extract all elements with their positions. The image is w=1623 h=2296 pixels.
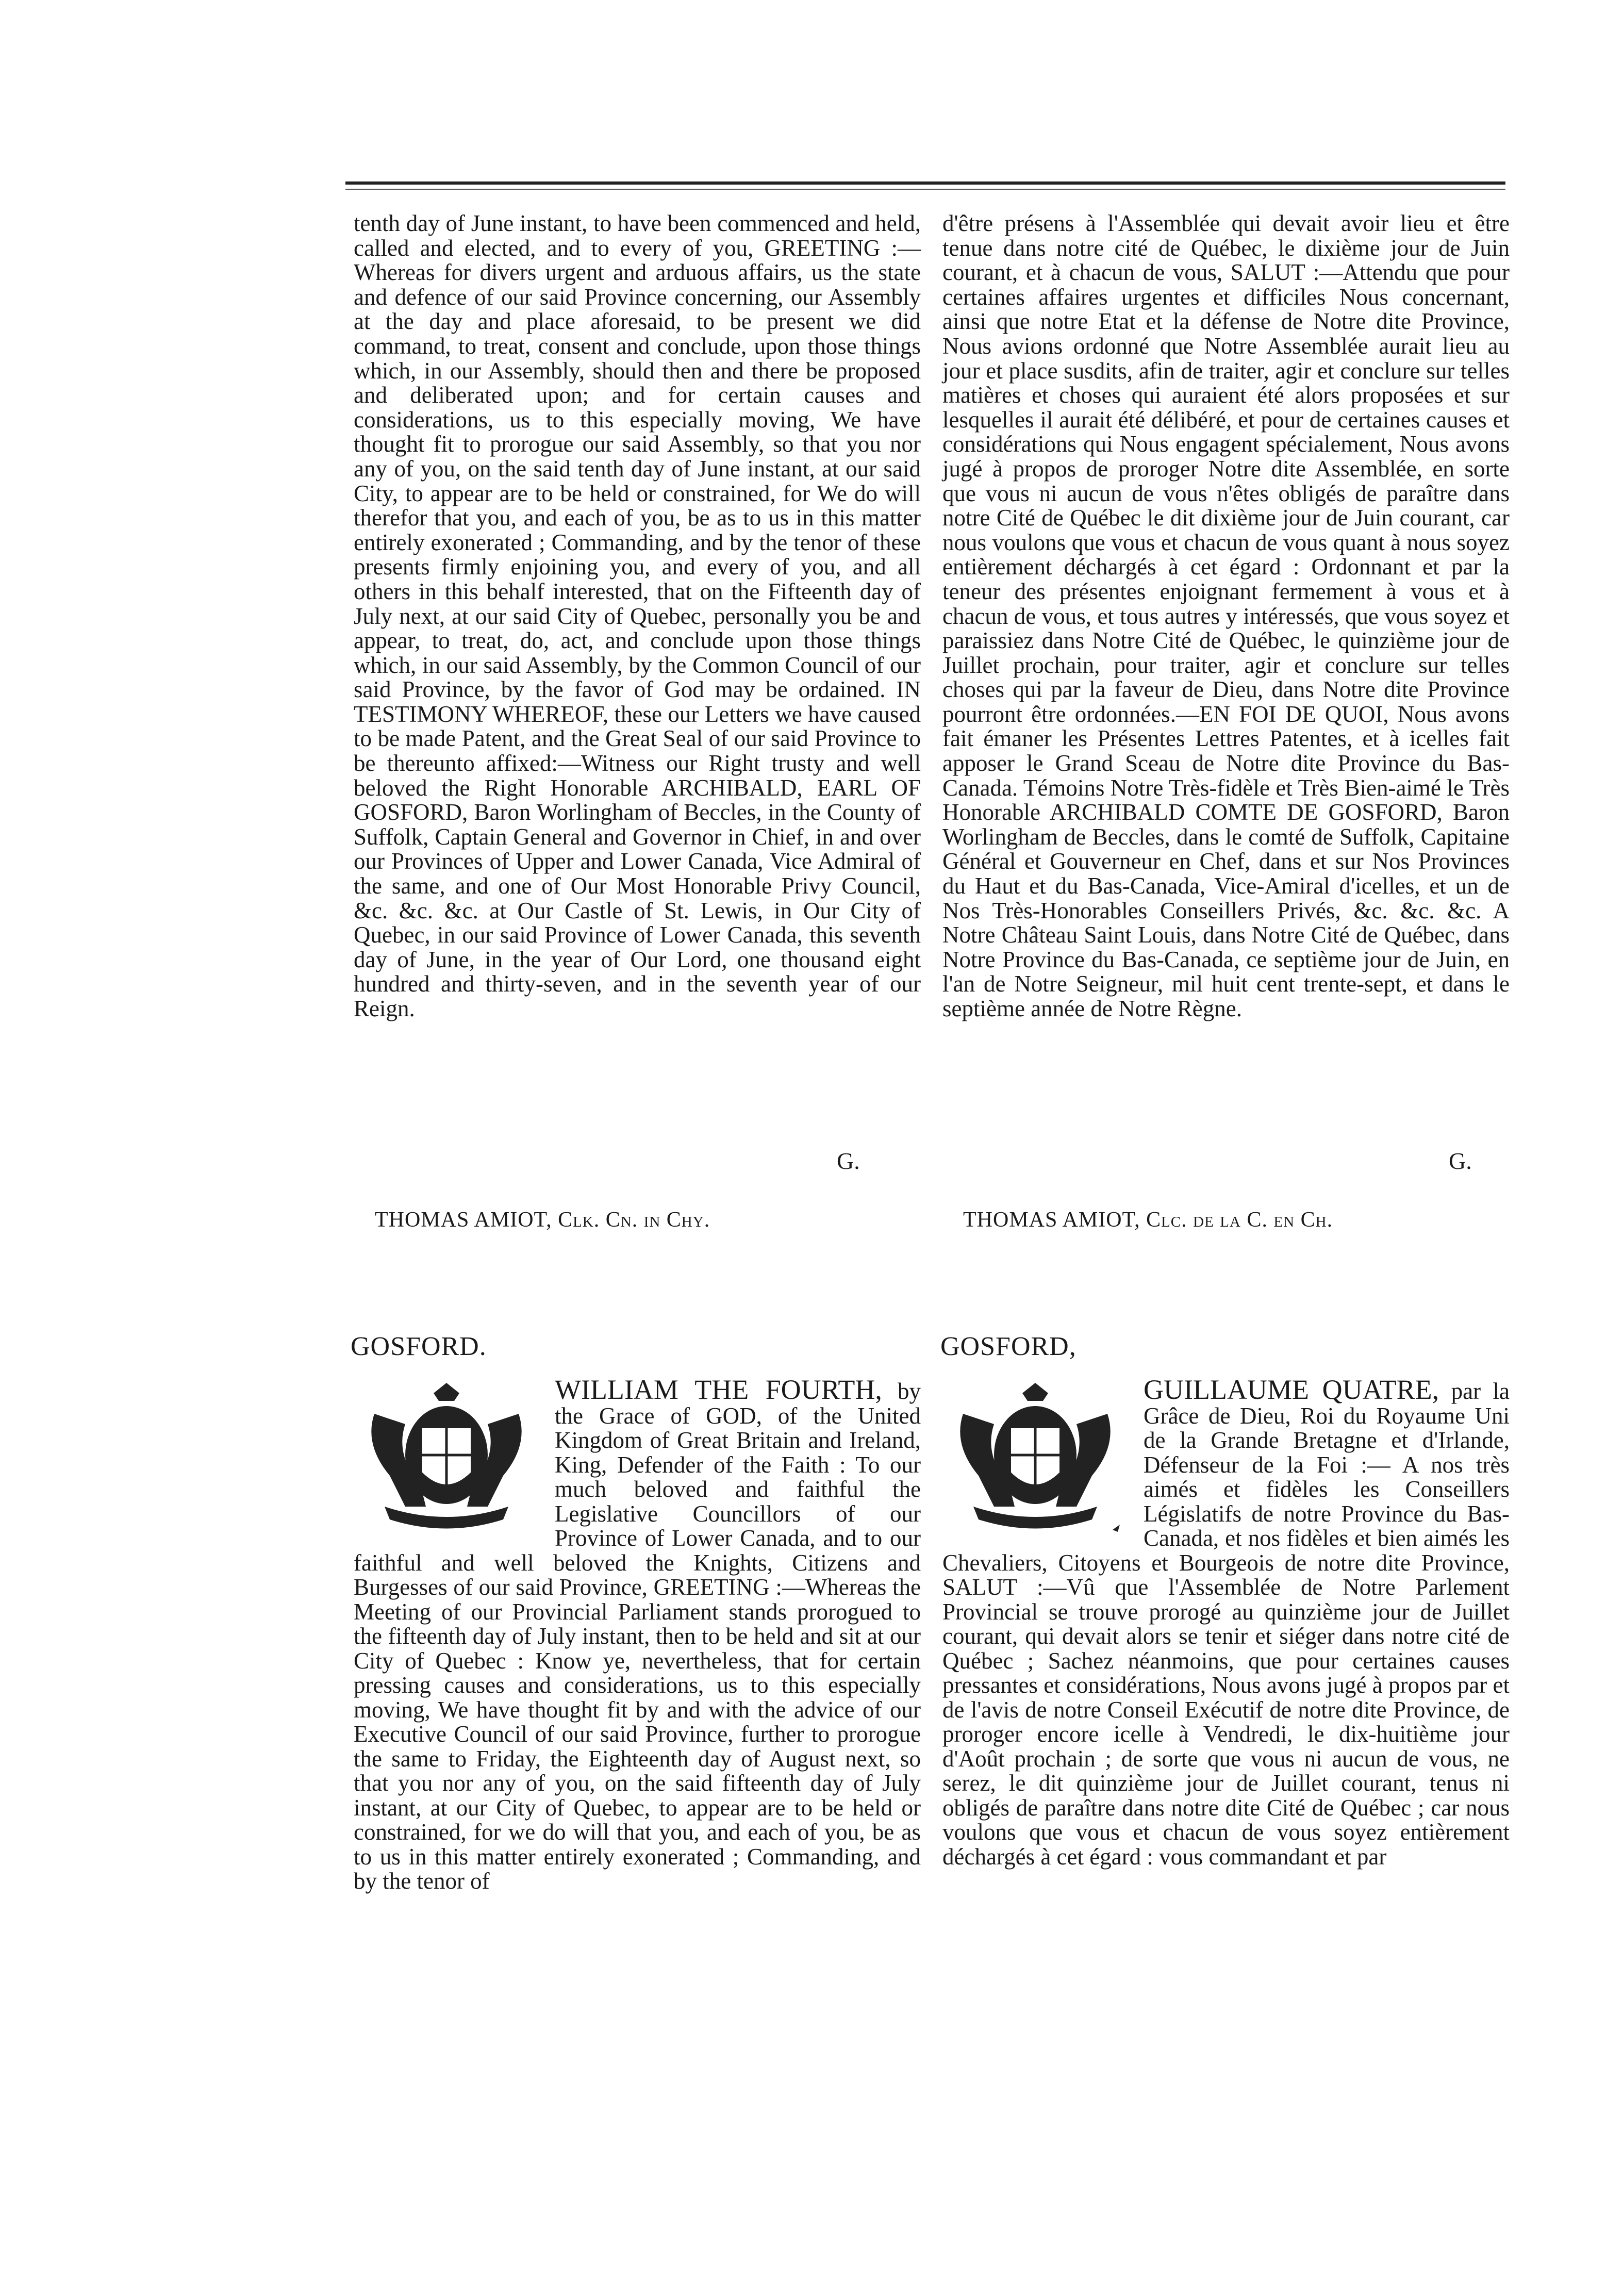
english-proclamation-continued xyxy=(354,211,921,1021)
french-proclamation-text: par la Grâce de Dieu, Roi du Royaume Uni de la Grande Bretagne et d'Irlande, Défenseur de la Foi :— A nos très aimés et fidèles les Conseillers Législatifs de notre Province du Bas-Canada, et nos fidèles et bien aimés les Chevaliers, Citoyens et Bourgeois de notre dite Province, SALUT :—Vû que l'Assemblée de Notre Parlement Provincial se trouve prorogé au quinzième jour de Juillet courant, qui devait alors se tenir et siéger dans notre cité de Québec ; Sachez néanmoins, que pour certaines causes pressantes et considérations, Nous avons jugé à propos par et de l'avis de notre Conseil Exécutif de notre dite Province, de proroger encore icelle à Vendredi, le dix-huitième jour d'Août prochain ; de sorte que vous ni aucun de vous, ne serez, le dit quinzième jour de Juillet courant, tenus ni obligés de paraître dans notre dite Cité de Québec ; car nous voulons que vous et chacun de vous soyez entièrement déchargés à cet égard : vous commandant et par xyxy=(942,1378,1510,1870)
signature-initial-fr: G. xyxy=(1449,1148,1472,1174)
royal-arms-icon xyxy=(942,1378,1128,1543)
english-proclamation xyxy=(354,1374,921,1971)
english-proclamation-text: by the Grace of GOD, of the United Kingdom of Great Britain and Ireland, King, Defender of the Faith : To our much beloved and faithful the Legislative Councillors of our Province of Lower Canada, and to our faithful and well beloved the Knights, Citizens and Burgesses of our said Province, GREETING :—Whereas the Meeting of our Provincial Parliament stands prorogued to the fifteenth day of July instant, then to be held and sit at our City of Quebec : Know ye, nevertheless, that for certain pressing causes and considerations, us to this especially moving, We have thought fit by and with the advice of our Executive Council of our said Province, further to prorogue the same to Friday, the Eighteenth day of August next, so that you nor any of you, on the said fifteenth day of July instant, at our City of Quebec, to appear are to be held or constrained, for we do will that you, and each of you, be as to us in this matter entirely exonerated ; Commanding, and by the tenor of xyxy=(354,1378,921,1894)
clerk-signature-en: THOMAS AMIOT, Clk. Cn. in Chy. xyxy=(375,1208,710,1232)
royal-coat-of-arms-en xyxy=(354,1378,550,1538)
french-proclamation-continued xyxy=(942,211,1510,1021)
french-body-text: d'être présens à l'Assemblée qui devait avoir lieu et être tenue dans notre cité de Québec, le dixième jour de Juin courant, et à chacun de vous, SALUT :—Attendu que pour certaines affaires urgentes et difficiles Nous concernant, ainsi que notre Etat et la défense de Notre dite Province, Nous avions ordonné que Notre Assemblée aurait lieu au jour et place susdits, afin de traiter, agir et conclure sur telles matières et choses qui auraient été alors proposées et sur lesquelles il aurait été délibéré, et pour de certaines causes et considérations qui Nous engagent spécialement, Nous avons jugé à propos de proroger Notre dite Assemblée, en sorte que vous ni aucun de vous n'êtes obligés de paraître dans notre Cité de Québec le dit dixième jour de Juin courant, car nous voulons que vous et chacun de vous quant à nous soyez entièrement déchargés à cet égard : Ordonnant et par la teneur des présentes enjoignant fermement à vous et à chacun de vous, et tous autres y intéressés, que vous soyez et paraissiez dans Notre Cité de Québec, le quinzième jour de Juillet prochain, pour traiter, agir et conclure sur telles choses qui par la faveur de Dieu, dans Notre dite Province pourront être ordonnées.—EN FOI DE QUOI, Nous avons fait émaner les Présentes Lettres Patentes, et à icelles fait apposer le Grand Sceau de Notre dite Province du Bas-Canada. Témoins Notre Très-fidèle et Très Bien-aimé le Très Honorable ARCHIBALD COMTE DE GOSFORD, Baron Worlingham de Beccles, dans le comté de Suffolk, Capitaine Général et Gouverneur en Chef, dans et sur Nos Provinces du Haut et du Bas-Canada, Vice-Amiral d'icelles, et un de Nos Très-Honorables Conseillers Privés, &c. &c. &c. A Notre Château Saint Louis, dans Notre Cité de Québec, dans Notre Province du Bas-Canada, ce septième jour de Juin, en l'an de Notre Seigneur, mil huit cent trente-sept, et dans le septième année de Notre Règne. xyxy=(942,210,1510,1021)
english-sovereign-name: WILLIAM THE FOURTH, xyxy=(555,1374,882,1405)
signature-initial-en: G. xyxy=(837,1148,860,1174)
gosford-heading-fr: GOSFORD, xyxy=(940,1332,1077,1361)
english-body-text: tenth day of June instant, to have been commenced and held, called and elected, and to every of you, GREETING :—Whereas for divers urgent and arduous affairs, us the state and defence of our said Province concerning, our Assembly at the day and place aforesaid, to be present we did command, to treat, consent and conclude, upon those things which, in our Assembly, should then and there be proposed and deliberated upon; and for certain causes and considerations, us to this especially moving, We have thought fit to prorogue our said Assembly, so that you nor any of you, on the said tenth day of June instant, at our said City, to appear are to be held or constrained, for We do will therefor that you, and each of you, be as to us in this matter entirely exonerated ; Commanding, and by the tenor of these presents firmly enjoining you, and every of you, and all others in this behalf interested, that on the Fifteenth day of July next, at our said City of Quebec, personally you be and appear, to treat, do, act, and conclude upon those things which, in our said Assembly, by the Common Council of our said Province, by the favor of God may be ordained. IN TESTIMONY WHEREOF, these our Letters we have caused to be made Patent, and the Great Seal of our said Province to be thereunto affixed:—Witness our Right trusty and well beloved the Right Honorable ARCHIBALD, EARL OF GOSFORD, Baron Worlingham of Beccles, in the County of Suffolk, Captain General and Governor in Chief, in and over our Provinces of Upper and Lower Canada, Vice Admiral of the same, and one of Our Most Honorable Privy Council, &c. &c. &c. at Our Castle of St. Lewis, in Our City of Quebec, in our said Province of Lower Canada, this seventh day of June, in the year of Our Lord, one thousand eight hundred and thirty-seven, and in the seventh year of our Reign. xyxy=(354,210,921,1021)
gosford-heading-en: GOSFORD. xyxy=(351,1332,487,1361)
french-sovereign-name: GUILLAUME QUATRE, xyxy=(1144,1374,1439,1405)
header-rule xyxy=(345,181,1505,185)
french-proclamation xyxy=(942,1374,1510,1971)
royal-coat-of-arms-fr xyxy=(942,1378,1138,1548)
clerk-signature-fr: THOMAS AMIOT, Clc. de la C. en Ch. xyxy=(963,1208,1333,1232)
royal-arms-icon xyxy=(354,1378,539,1532)
